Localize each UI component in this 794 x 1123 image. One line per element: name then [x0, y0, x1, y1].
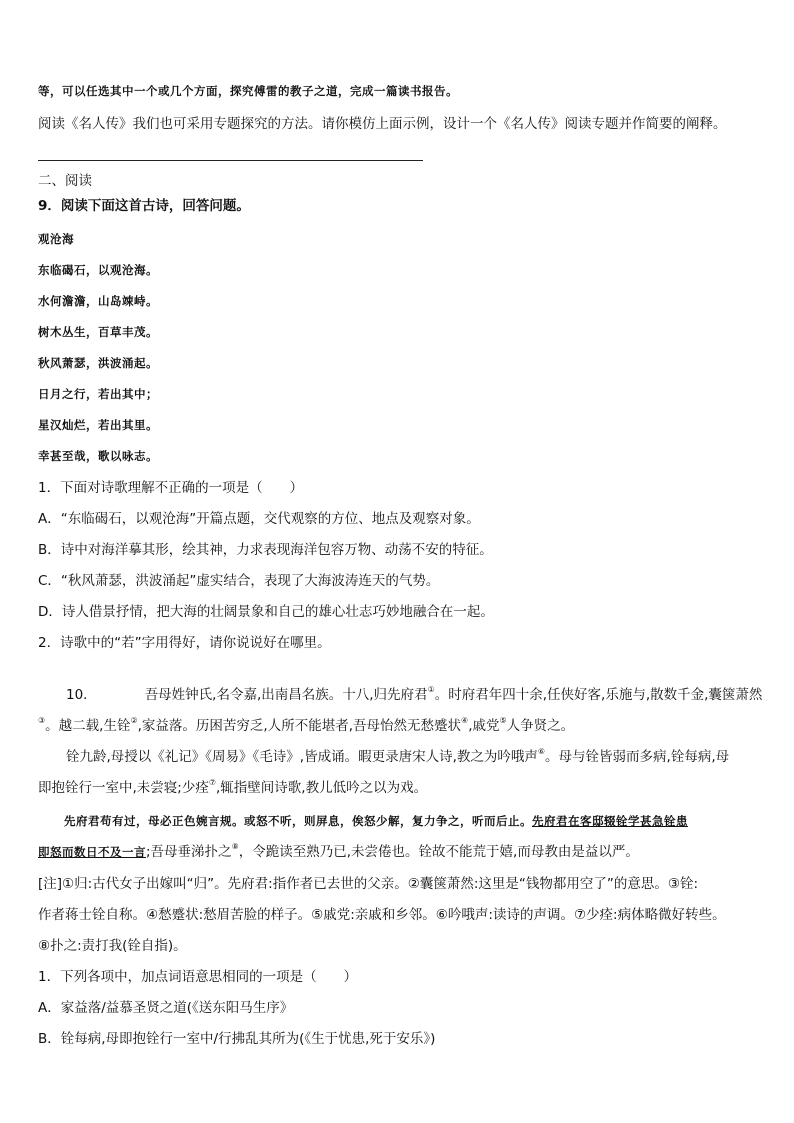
footnote-mark: ⑥: [537, 747, 546, 756]
text-run: 吾母姓钟氏,名令嘉,出南昌名族。十八,归先府君: [144, 687, 428, 703]
q10-number: 10．: [66, 687, 97, 703]
poem-line: 水何澹澹，山岛竦峙。: [38, 294, 158, 308]
footnote-mark: ②: [130, 716, 138, 725]
text-run: ;吾母垂涕扑之: [146, 844, 232, 860]
footnote-mark: ⑧: [231, 842, 239, 851]
q10-note-3: ⑧扑之:责打我(铨自指)。: [38, 938, 187, 954]
top-line-1: 等，可以任选其中一个或几个方面，探究傅雷的教子之道，完成一篇读书报告。: [38, 84, 458, 98]
text-run: 。母与铨皆弱而多病,铨每病,母: [545, 749, 730, 765]
q9-option-b: B．诗中对海洋摹其形，绘其神，力求表现海洋包容万物、动荡不安的特征。: [38, 542, 493, 558]
poem-line: 树木丛生，百草丰茂。: [38, 325, 158, 339]
q10-sub1: 1．下列各项中，加点词语意思相同的一项是（ ）: [38, 969, 358, 985]
footnote-mark: ⑤: [499, 716, 507, 725]
q10-para3-line1: [38, 812, 764, 830]
q10-option-b: B．铨每病,母即抱铨行一室中/行拂乱其所为(《生于忧患,死于安乐》): [38, 1031, 436, 1047]
text-run: 即抱铨行一室中,未尝寝;少痊: [38, 780, 209, 796]
footnote-mark: ⑦: [208, 778, 217, 787]
q10-para2-line1: [38, 748, 764, 766]
footnote-mark: ①: [427, 685, 435, 694]
poem-line: 日月之行，若出其中；: [38, 387, 158, 401]
text-run: ,家益落。历困苦穷乏,人所不能堪者,吾母怡然无愁蹙状: [137, 718, 462, 734]
q9-option-d: D．诗人借景抒情，把大海的壮阔景象和自己的雄心壮志巧妙地融合在一起。: [38, 604, 494, 620]
text-run: 人争贤之。: [506, 718, 575, 734]
q9-sub1: 1．下面对诗歌理解不正确的一项是（ ）: [38, 480, 304, 496]
q9-option-c: C．“秋风萧瑟，洪波涌起”虚实结合，表现了大海波涛连天的气势。: [38, 573, 440, 589]
section-heading: 二、阅读: [38, 173, 92, 189]
poem-line: 幸甚至哉，歌以咏志。: [38, 449, 158, 463]
poem-title: 观沧海: [38, 232, 74, 246]
underlined-run: 先府君在客邸辍铨学甚急铨患: [532, 814, 688, 828]
q10-para1-line2: [38, 717, 764, 735]
q10-para2-line2: [38, 779, 764, 797]
poem-line: 东临碣石，以观沧海。: [38, 263, 158, 277]
text-run: ，令跪读至熟乃已,未尝倦也。铨故不能荒于嬉,而母教由是益以严。: [238, 844, 639, 860]
text-run: 。时府君年四十余,任侠好客,乐施与,散数千金,囊箧萧然: [434, 687, 763, 703]
footnote-mark: ④: [461, 716, 469, 725]
q9-option-a: A．“东临碣石，以观沧海”开篇点题，交代观察的方位、地点及观察对象。: [38, 511, 480, 527]
underlined-run: 即怒而数日不及一言: [38, 845, 146, 859]
answer-line: [38, 160, 423, 161]
q10-note-1: [注]①归:古代女子出嫁叫“归”。先府君:指作者已去世的父亲。②囊箧萧然:这里是“钱物都用空了”的意思。③铨:: [38, 876, 699, 892]
q10-para1-line1: [38, 686, 764, 704]
q10-option-a: A．家益落/益慕圣贤之道(《送东阳马生序》: [38, 1000, 294, 1016]
footnote-mark: ③: [38, 716, 46, 725]
q9-prompt: 9．阅读下面这首古诗，回答问题。: [38, 198, 250, 214]
text-run: 先府君苟有过，母必正色婉言规。或怒不听，则屏息，俟怒少解，复力争之，听而后止。: [64, 814, 532, 828]
q10-para3-line2: [38, 843, 764, 861]
top-line-2: 阅读《名人传》我们也可采用专题探究的方法。请你模仿上面示例，设计一个《名人传》阅读专题并作简要的阐释。: [38, 116, 727, 132]
poem-line: 星汉灿烂，若出其里。: [38, 418, 158, 432]
text-run: 。越二载,生铨: [45, 718, 131, 734]
text-run: ,戚党: [468, 718, 500, 734]
text-run: 铨九龄,母授以《礼记》《周易》《毛诗》,皆成诵。暇更录唐宋人诗,教之为吟哦声: [66, 749, 538, 765]
text-run: ,辄指壁间诗歌,教儿低吟之以为戏。: [216, 780, 428, 796]
q10-note-2: 作者蒋士铨自称。④愁蹙状:愁眉苦脸的样子。⑤戚党:亲戚和乡邻。⑥吟哦声:读诗的声调。⑦少痊:病体略微好转些。: [38, 907, 726, 923]
q9-sub2: 2．诗歌中的“若”字用得好，请你说说好在哪里。: [38, 635, 331, 651]
poem-line: 秋风萧瑟，洪波涌起。: [38, 356, 158, 370]
